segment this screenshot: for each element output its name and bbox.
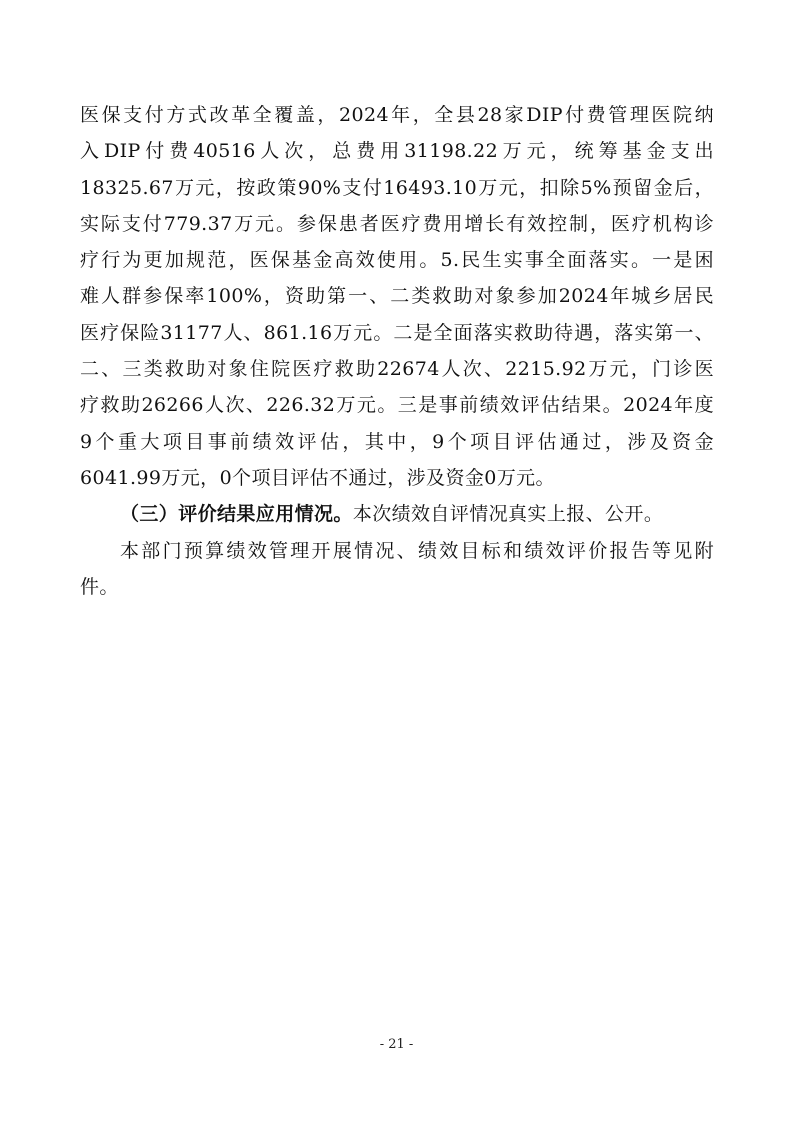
paragraph-closing: [80, 533, 714, 606]
page-number: - 21 -: [379, 1037, 414, 1052]
paragraph-line: 疗行为更加规范，医保基金高效使用。5.民生实事全面落实。一是困: [80, 249, 714, 272]
paragraph-line: 入DIP付费40516人次，总费用31198.22万元，统筹基金支出: [80, 140, 714, 163]
paragraph-line: 二、三类救助对象住院医疗救助22674人次、2215.92万元，门诊医: [80, 358, 714, 381]
paragraph-performance-results: [80, 97, 714, 496]
paragraph-line: 难人群参保率100%，资助第一、二类救助对象参加2024年城乡居民: [80, 285, 714, 308]
paragraph-line: 医疗保险31177人、861.16万元。二是全面落实救助待遇，落实第一、: [80, 321, 714, 344]
paragraph-line: 9个重大项目事前绩效评估，其中，9个项目评估通过，涉及资金: [80, 430, 714, 453]
paragraph-line: 医保支付方式改革全覆盖，2024年，全县28家DIP付费管理医院纳: [80, 104, 714, 126]
closing-line: 本部门预算绩效管理开展情况、绩效目标和绩效评价报告等见附: [120, 539, 714, 562]
closing-line: 件。: [80, 575, 119, 598]
section-text: 本次绩效自评情况真实上报、公开。: [352, 503, 664, 526]
paragraph-line: 6041.99万元，0个项目评估不通过，涉及资金0万元。: [80, 466, 555, 489]
section-heading: （三）评价结果应用情况。: [120, 503, 353, 526]
paragraph-line: 18325.67万元，按政策90%支付16493.10万元，扣除5%预留金后，: [80, 176, 714, 199]
body-text: [80, 97, 714, 605]
paragraph-line: 实际支付779.37万元。参保患者医疗费用增长有效控制，医疗机构诊: [80, 212, 714, 235]
paragraph-line: 疗救助26266人次、226.32万元。三是事前绩效评估结果。2024年度: [80, 394, 714, 417]
section-evaluation-application: [80, 496, 714, 532]
